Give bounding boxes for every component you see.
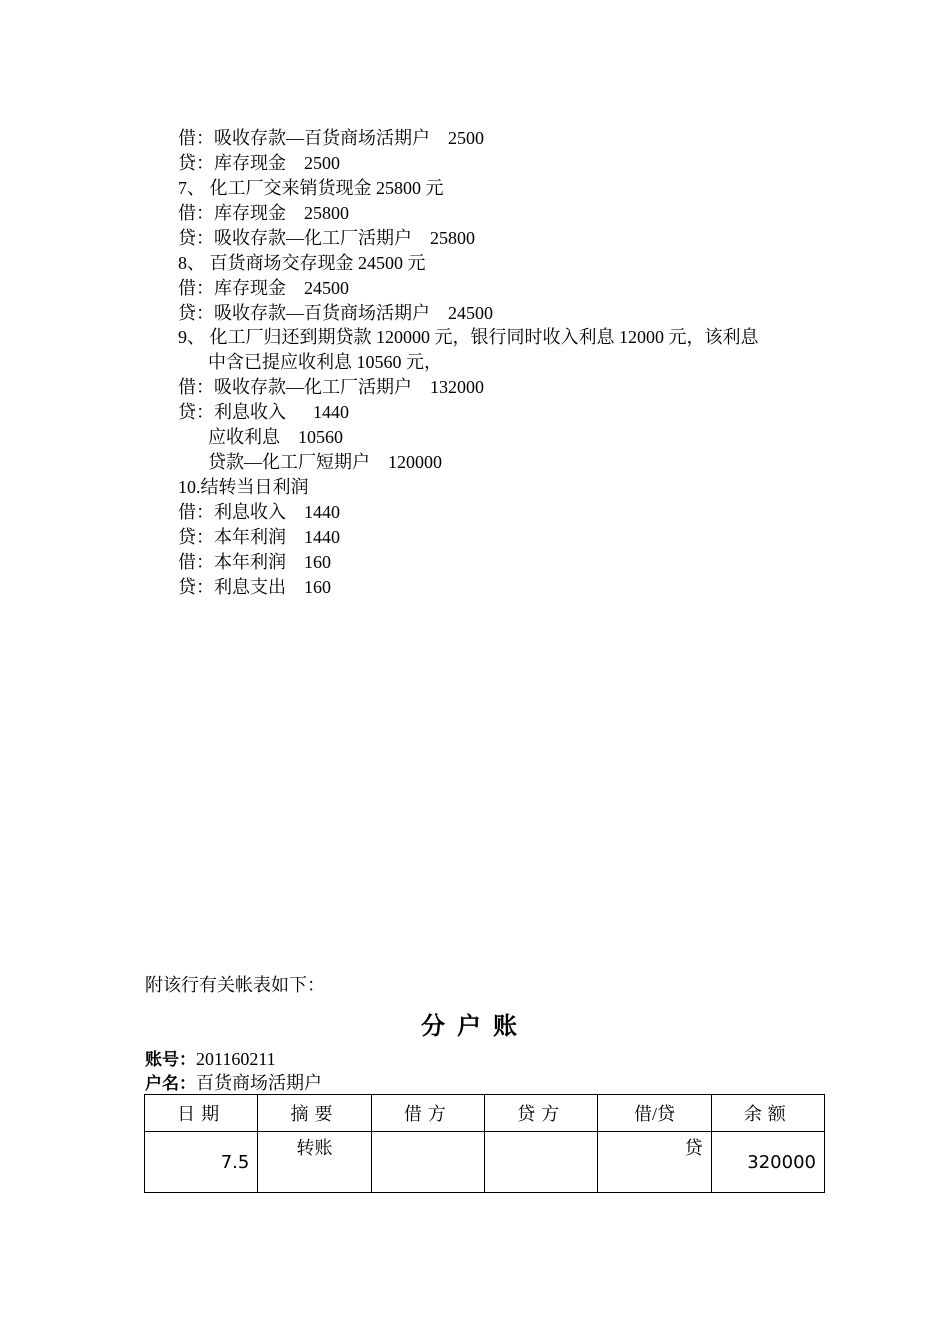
entry-line: 借：库存现金 25800 bbox=[178, 203, 349, 223]
account-number-label: 账号： bbox=[145, 1050, 196, 1070]
entry-line: 贷：库存现金 2500 bbox=[178, 153, 340, 173]
cell-credit bbox=[484, 1132, 597, 1193]
header-credit: 贷方 bbox=[484, 1095, 597, 1132]
cell-date: 7.5 bbox=[145, 1132, 258, 1193]
entry-line: 贷款—化工厂短期户 120000 bbox=[208, 452, 442, 472]
entry-line: 借：库存现金 24500 bbox=[178, 278, 349, 298]
entry-line: 贷：吸收存款—百货商场活期户 24500 bbox=[178, 303, 493, 323]
header-balance: 余额 bbox=[711, 1095, 824, 1132]
account-name-label: 户名： bbox=[145, 1074, 196, 1094]
entry-line: 应收利息 10560 bbox=[208, 427, 343, 447]
entry-line: 贷：利息收入 1440 bbox=[178, 402, 349, 422]
entry-line: 贷：本年利润 1440 bbox=[178, 527, 340, 547]
entry-line: 中含已提应收利息 10560 元， bbox=[208, 352, 442, 372]
header-date: 日期 bbox=[145, 1095, 258, 1132]
entry-line: 9、 化工厂归还到期贷款 120000 元，银行同时收入利息 12000 元，该利息 bbox=[178, 327, 759, 347]
entry-line: 8、 百货商场交存现金 24500 元 bbox=[178, 253, 426, 273]
table-row bbox=[145, 1132, 825, 1193]
entry-line: 7、 化工厂交来销货现金 25800 元 bbox=[178, 178, 444, 198]
cell-balance: 320000 bbox=[711, 1132, 824, 1193]
account-name: 百货商场活期户 bbox=[196, 1073, 322, 1093]
header-summary: 摘要 bbox=[258, 1095, 371, 1132]
entry-line: 借：吸收存款—化工厂活期户 132000 bbox=[178, 377, 484, 397]
entry-line: 贷：吸收存款—化工厂活期户 25800 bbox=[178, 228, 475, 248]
account-name-line bbox=[145, 1072, 322, 1095]
entry-line: 10.结转当日利润 bbox=[178, 477, 309, 497]
cell-debit bbox=[371, 1132, 484, 1193]
ledger-header-row bbox=[145, 1095, 825, 1132]
account-number-line bbox=[145, 1048, 276, 1071]
ledger-table bbox=[144, 1094, 825, 1193]
entry-line: 借：本年利润 160 bbox=[178, 552, 331, 572]
account-number: 201160211 bbox=[196, 1049, 276, 1069]
header-debit-credit: 借/贷 bbox=[598, 1095, 711, 1132]
ledger-title: 分户账 bbox=[421, 1012, 529, 1040]
intro-text: 附该行有关帐表如下： bbox=[145, 975, 325, 995]
entry-line: 借：吸收存款—百货商场活期户 2500 bbox=[178, 128, 484, 148]
cell-debit-credit: 贷 bbox=[598, 1132, 711, 1193]
cell-summary: 转账 bbox=[258, 1132, 371, 1193]
entry-line: 借：利息收入 1440 bbox=[178, 502, 340, 522]
entry-line: 贷：利息支出 160 bbox=[178, 577, 331, 597]
header-debit: 借方 bbox=[371, 1095, 484, 1132]
